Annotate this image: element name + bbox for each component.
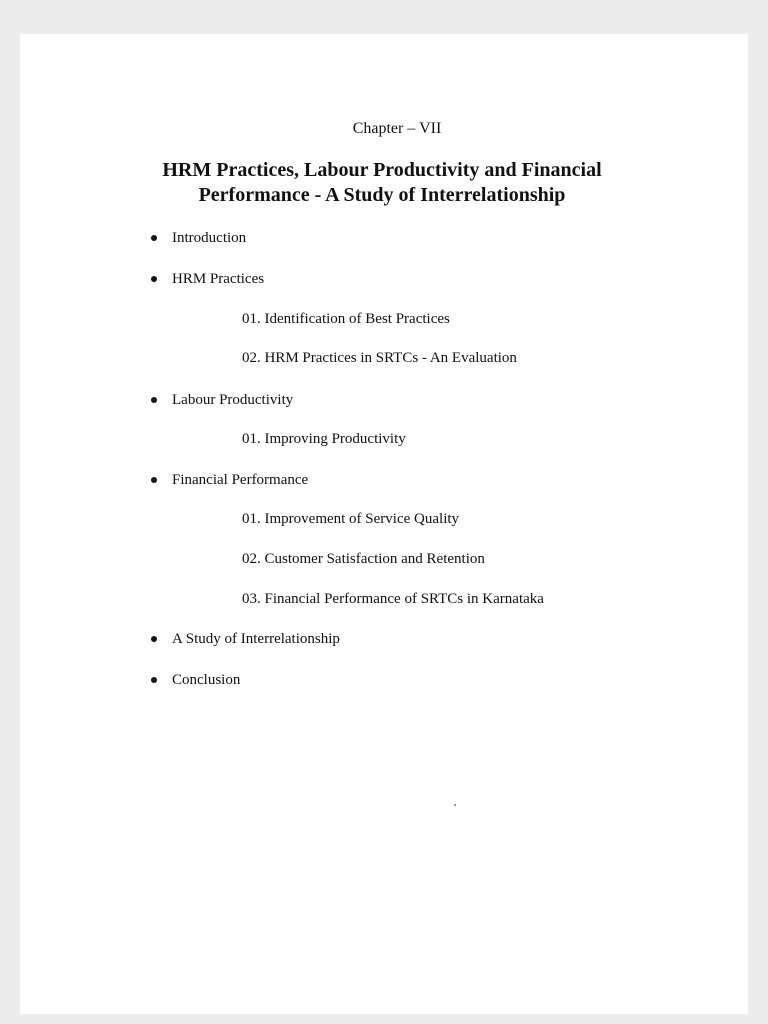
bullet-icon (151, 677, 157, 683)
bullet-icon (151, 397, 157, 403)
outline-item-text: Conclusion (172, 672, 241, 688)
chapter-title-line: HRM Practices, Labour Productivity and Financial (162, 159, 602, 181)
bullet-icon (151, 276, 157, 282)
scan-speck (454, 804, 456, 806)
outline-item-text: Introduction (172, 230, 247, 246)
outline-sub-item: 02. HRM Practices in SRTCs - An Evaluation (242, 350, 517, 366)
outline-sub-item: 02. Customer Satisfaction and Retention (242, 551, 485, 567)
bullet-icon (151, 477, 157, 483)
outline-item-text: A Study of Interrelationship (172, 631, 340, 647)
outline-bullet-item (151, 392, 293, 409)
outline-sub-item: 01. Improvement of Service Quality (242, 511, 460, 527)
chapter-label: Chapter – VII (352, 120, 442, 137)
outline-item-text: Labour Productivity (172, 392, 294, 408)
outline-bullet-item (151, 271, 264, 288)
outline-item-text: HRM Practices (172, 271, 265, 287)
document-page (20, 34, 748, 1014)
outline-bullet-item (151, 631, 340, 648)
outline-item-text: Financial Performance (172, 472, 309, 488)
outline-bullet-item (151, 230, 246, 247)
bullet-icon (151, 636, 157, 642)
bullet-icon (151, 235, 157, 241)
outline-sub-item: 03. Financial Performance of SRTCs in Karnataka (242, 591, 544, 607)
chapter-title (20, 158, 748, 208)
outline-bullet-item (151, 672, 240, 689)
outline-bullet-item (151, 472, 308, 489)
outline-sub-item: 01. Identification of Best Practices (242, 311, 450, 327)
outline-sub-item: 01. Improving Productivity (242, 431, 406, 447)
chapter-title-line: Performance - A Study of Interrelationship (198, 184, 566, 206)
